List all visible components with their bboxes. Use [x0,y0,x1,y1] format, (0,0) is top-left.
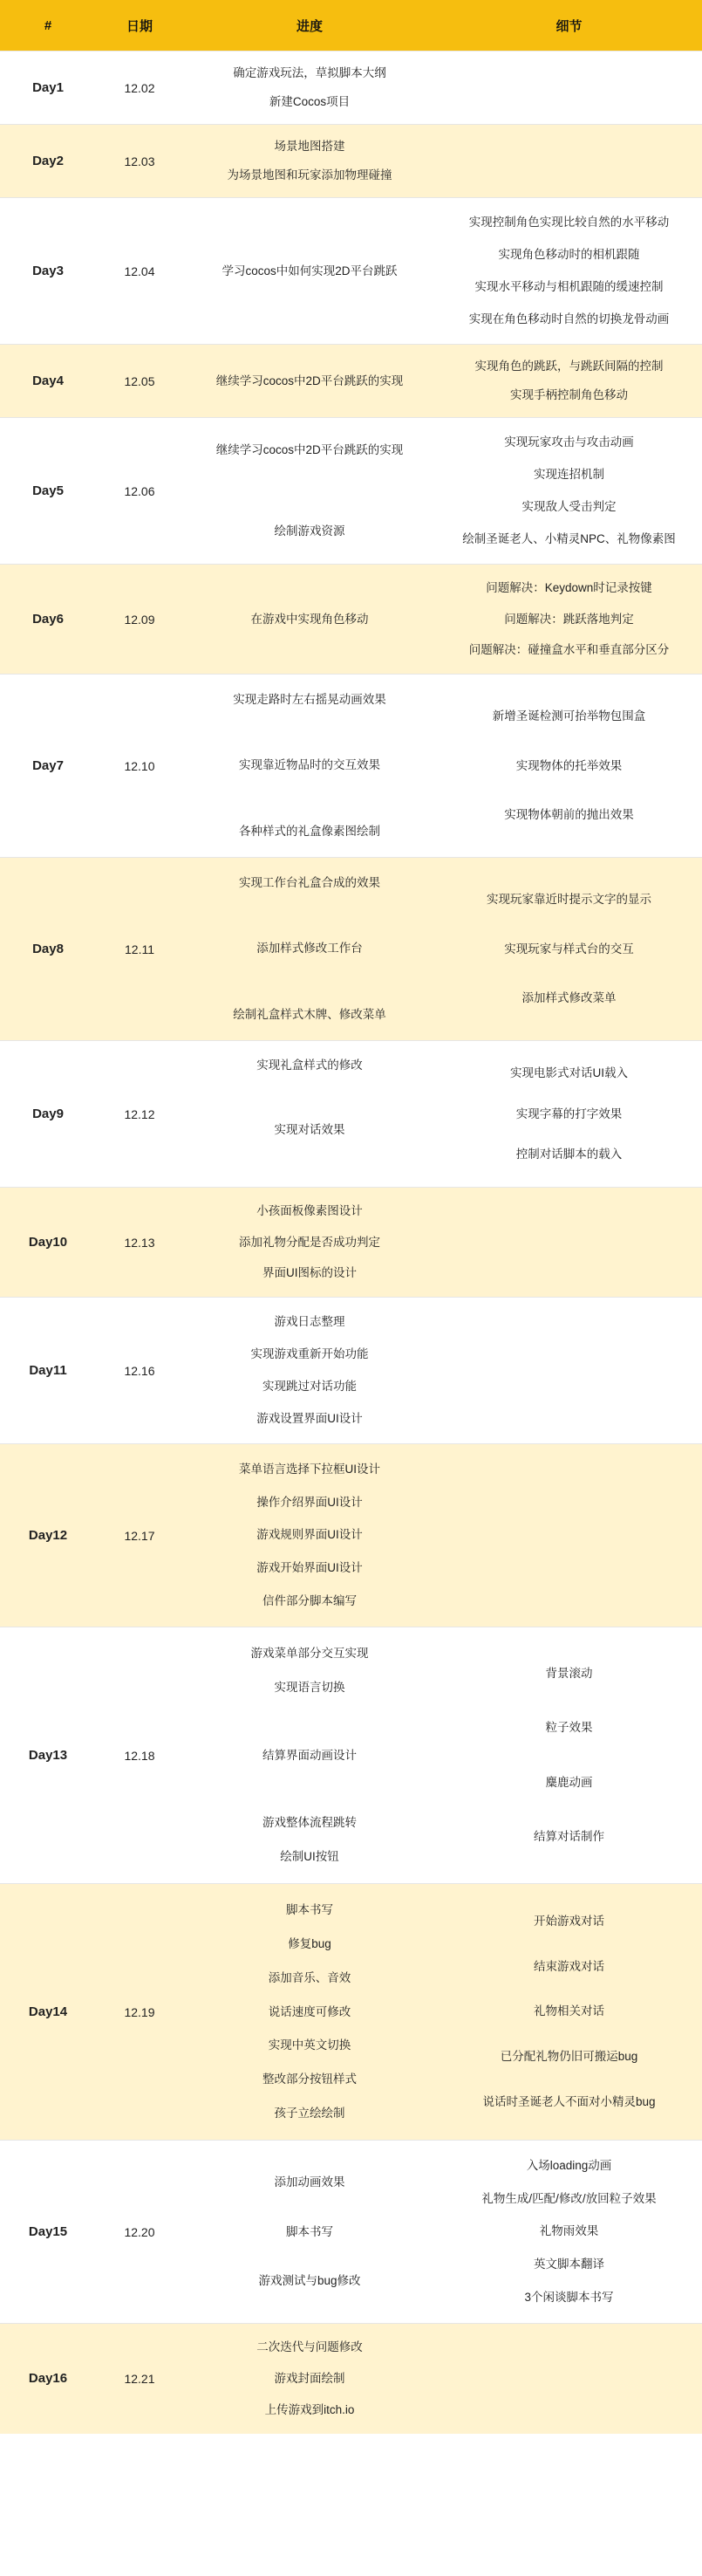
day-cell: Day3 [0,198,96,345]
progress-item: 学习cocos中如何实现2D平台跳跃 [222,264,398,277]
day-cell: Day1 [0,51,96,125]
date-cell: 12.20 [96,2141,183,2324]
progress-item: 实现工作台礼盒合成的效果 [239,875,380,889]
detail-item: 粒子效果 [545,1721,593,1735]
detail-item: 实现水平移动与相机跟随的缓速控制 [474,280,664,293]
day-cell: Day16 [0,2324,96,2434]
detail-cell [436,198,702,345]
detail-item: 英文脚本翻译 [534,2257,604,2271]
detail-item: 背景滚动 [545,1667,593,1681]
progress-item: 继续学习cocos中2D平台跳跃的实现 [215,373,404,387]
detail-item: 已分配礼物仍旧可搬运bug [500,2050,638,2064]
progress-item: 继续学习cocos中2D平台跳跃的实现 [215,443,404,457]
progress-item: 绘制UI按钮 [280,1850,339,1864]
day-cell: Day2 [0,125,96,198]
progress-cell [183,1627,436,1884]
detail-item: 入场loading动画 [526,2158,612,2172]
detail-item: 礼物雨效果 [539,2224,599,2238]
date-cell: 12.19 [96,1884,183,2141]
progress-cell [183,565,436,675]
progress-item: 菜单语言选择下拉框UI设计 [239,1462,380,1476]
progress-item: 信件部分脚本编写 [262,1594,357,1608]
progress-item: 实现跳过对话功能 [262,1380,357,1393]
progress-item: 游戏测试与bug修改 [258,2274,361,2288]
detail-item: 3个闲谈脚本书写 [524,2291,614,2305]
detail-item: 开始游戏对话 [534,1914,604,1928]
progress-cell [183,125,436,198]
detail-item: 问题解决：Keydown时记录按键 [486,580,652,594]
detail-item: 麋鹿动画 [545,1775,593,1789]
table-body [0,51,702,2434]
progress-cell [183,1188,436,1298]
progress-item: 绘制礼盒样式木牌、修改菜单 [233,1008,386,1022]
detail-item: 说话时圣诞老人不面对小精灵bug [482,2095,656,2109]
progress-item: 实现语言切换 [274,1680,345,1694]
day-cell: Day15 [0,2141,96,2324]
progress-cell [183,198,436,345]
header-row [0,0,702,51]
date-cell: 12.18 [96,1627,183,1884]
progress-item: 游戏开始界面UI设计 [256,1561,363,1575]
progress-item: 添加动画效果 [274,2175,345,2189]
progress-cell [183,51,436,125]
day-cell: Day6 [0,565,96,675]
detail-item: 问题解决：碰撞盒水平和垂直部分区分 [468,643,670,657]
detail-item: 实现手柄控制角色移动 [510,388,628,402]
progress-item: 确定游戏玩法，草拟脚本大纲 [233,65,386,79]
progress-cell [183,2324,436,2434]
date-cell: 12.05 [96,345,183,418]
progress-item: 新建Cocos项目 [269,95,351,109]
progress-cell [183,1884,436,2141]
table-row [0,2324,702,2434]
day-cell: Day12 [0,1444,96,1627]
progress-item: 为场景地图和玩家添加物理碰撞 [227,168,392,182]
table-row [0,1041,702,1188]
date-cell: 12.21 [96,2324,183,2434]
detail-item: 实现电影式对话UI载入 [510,1066,628,1080]
detail-item: 实现连招机制 [534,468,604,481]
detail-item: 新增圣诞检测可抬举物包围盒 [492,709,646,723]
progress-cell [183,1298,436,1444]
progress-item: 脚本书写 [286,1902,333,1916]
detail-cell [436,1188,702,1298]
progress-item: 脚本书写 [286,2224,333,2238]
progress-cell [183,2141,436,2324]
detail-item: 实现控制角色实现比较自然的水平移动 [468,216,670,229]
detail-cell [436,1884,702,2141]
progress-item: 上传游戏到itch.io [264,2402,355,2416]
progress-item: 操作介绍界面UI设计 [256,1495,363,1509]
table-row [0,565,702,675]
progress-item: 整改部分按钮样式 [262,2072,357,2086]
detail-item: 实现角色的跳跃，与跳跃间隔的控制 [474,359,664,373]
detail-item: 实现敌人受击判定 [521,500,617,513]
table-row [0,198,702,345]
progress-item: 二次迭代与问题修改 [256,2340,363,2353]
table-row [0,1298,702,1444]
detail-item: 礼物相关对话 [534,2004,604,2018]
progress-item: 游戏整体流程跳转 [262,1816,357,1830]
progress-item: 小孩面板像素图设计 [256,1203,363,1217]
detail-cell [436,345,702,418]
header-num: # [0,0,96,51]
detail-item: 实现玩家与样式台的交互 [504,942,634,956]
detail-cell [436,51,702,125]
detail-item: 实现玩家靠近时提示文字的显示 [487,892,651,906]
day-cell: Day13 [0,1627,96,1884]
detail-item: 问题解决：跳跃落地判定 [504,612,634,626]
progress-item: 游戏菜单部分交互实现 [250,1646,369,1660]
header-progress: 进度 [183,0,436,51]
day-cell: Day5 [0,418,96,565]
day-cell: Day10 [0,1188,96,1298]
progress-item: 添加音乐、音效 [268,1970,351,1984]
detail-item: 实现角色移动时的相机跟随 [498,248,640,261]
day-cell: Day4 [0,345,96,418]
table-row [0,1188,702,1298]
table-row [0,51,702,125]
table-row [0,2141,702,2324]
date-cell: 12.04 [96,198,183,345]
progress-item: 修复bug [288,1936,331,1950]
detail-cell [436,418,702,565]
detail-item: 控制对话脚本的载入 [515,1147,623,1161]
progress-cell [183,675,436,858]
detail-item: 添加样式修改菜单 [521,991,617,1005]
table-row [0,1884,702,2141]
progress-item: 场景地图搭建 [274,139,345,153]
detail-item: 实现字幕的打字效果 [515,1106,623,1120]
detail-item: 实现物体的托举效果 [515,758,623,772]
progress-item: 实现中英文切换 [268,2038,351,2052]
progress-item: 实现走路时左右摇晃动画效果 [233,692,386,706]
day-cell: Day8 [0,858,96,1041]
detail-item: 实现玩家攻击与攻击动画 [504,435,634,449]
progress-item: 各种样式的礼盒像素图绘制 [239,825,380,839]
detail-cell [436,1444,702,1627]
progress-item: 游戏封面绘制 [274,2371,345,2385]
detail-cell [436,125,702,198]
date-cell: 12.11 [96,858,183,1041]
table-row [0,345,702,418]
detail-item: 结算对话制作 [534,1829,604,1843]
progress-item: 实现靠近物品时的交互效果 [239,758,380,772]
detail-item: 结束游戏对话 [534,1959,604,1973]
progress-item: 游戏设置界面UI设计 [256,1412,363,1425]
day-cell: Day7 [0,675,96,858]
progress-item: 在游戏中实现角色移动 [250,612,369,626]
day-cell: Day11 [0,1298,96,1444]
date-cell: 12.16 [96,1298,183,1444]
detail-item: 礼物生成/匹配/修改/放回粒子效果 [481,2191,657,2205]
table-row [0,1627,702,1884]
progress-item: 结算界面动画设计 [262,1748,357,1762]
day-cell: Day14 [0,1884,96,2141]
detail-cell [436,1627,702,1884]
date-cell: 12.06 [96,418,183,565]
progress-item: 绘制游戏资源 [274,524,345,538]
progress-cell [183,1444,436,1627]
date-cell: 12.03 [96,125,183,198]
table-row [0,1444,702,1627]
date-cell: 12.10 [96,675,183,858]
progress-item: 实现对话效果 [274,1123,345,1136]
detail-item: 绘制圣诞老人、小精灵NPC、礼物像素图 [462,532,676,545]
detail-cell [436,675,702,858]
day-cell: Day9 [0,1041,96,1188]
detail-cell [436,2141,702,2324]
detail-cell [436,565,702,675]
date-cell: 12.17 [96,1444,183,1627]
progress-item: 界面UI图标的设计 [262,1266,357,1280]
progress-item: 孩子立绘绘制 [274,2107,345,2120]
table-row [0,675,702,858]
detail-item: 实现在角色移动时自然的切换龙骨动画 [468,312,670,325]
header-date: 日期 [96,0,183,51]
progress-cell [183,418,436,565]
date-cell: 12.02 [96,51,183,125]
table-row [0,858,702,1041]
progress-item: 实现游戏重新开始功能 [250,1347,369,1360]
date-cell: 12.09 [96,565,183,675]
detail-cell [436,858,702,1041]
table-row [0,125,702,198]
detail-item: 实现物体朝前的抛出效果 [504,808,634,822]
detail-cell [436,1041,702,1188]
progress-item: 游戏日志整理 [274,1315,345,1328]
detail-cell [436,1298,702,1444]
progress-item: 游戏规则界面UI设计 [256,1528,363,1542]
progress-item: 说话速度可修改 [268,2004,351,2018]
progress-cell [183,858,436,1041]
date-cell: 12.12 [96,1041,183,1188]
table-row [0,418,702,565]
progress-cell [183,345,436,418]
header-detail: 细节 [436,0,702,51]
detail-cell [436,2324,702,2434]
progress-item: 添加样式修改工作台 [256,942,363,956]
date-cell: 12.13 [96,1188,183,1298]
progress-item: 添加礼物分配是否成功判定 [239,1235,380,1249]
progress-item: 实现礼盒样式的修改 [256,1058,363,1072]
progress-cell [183,1041,436,1188]
